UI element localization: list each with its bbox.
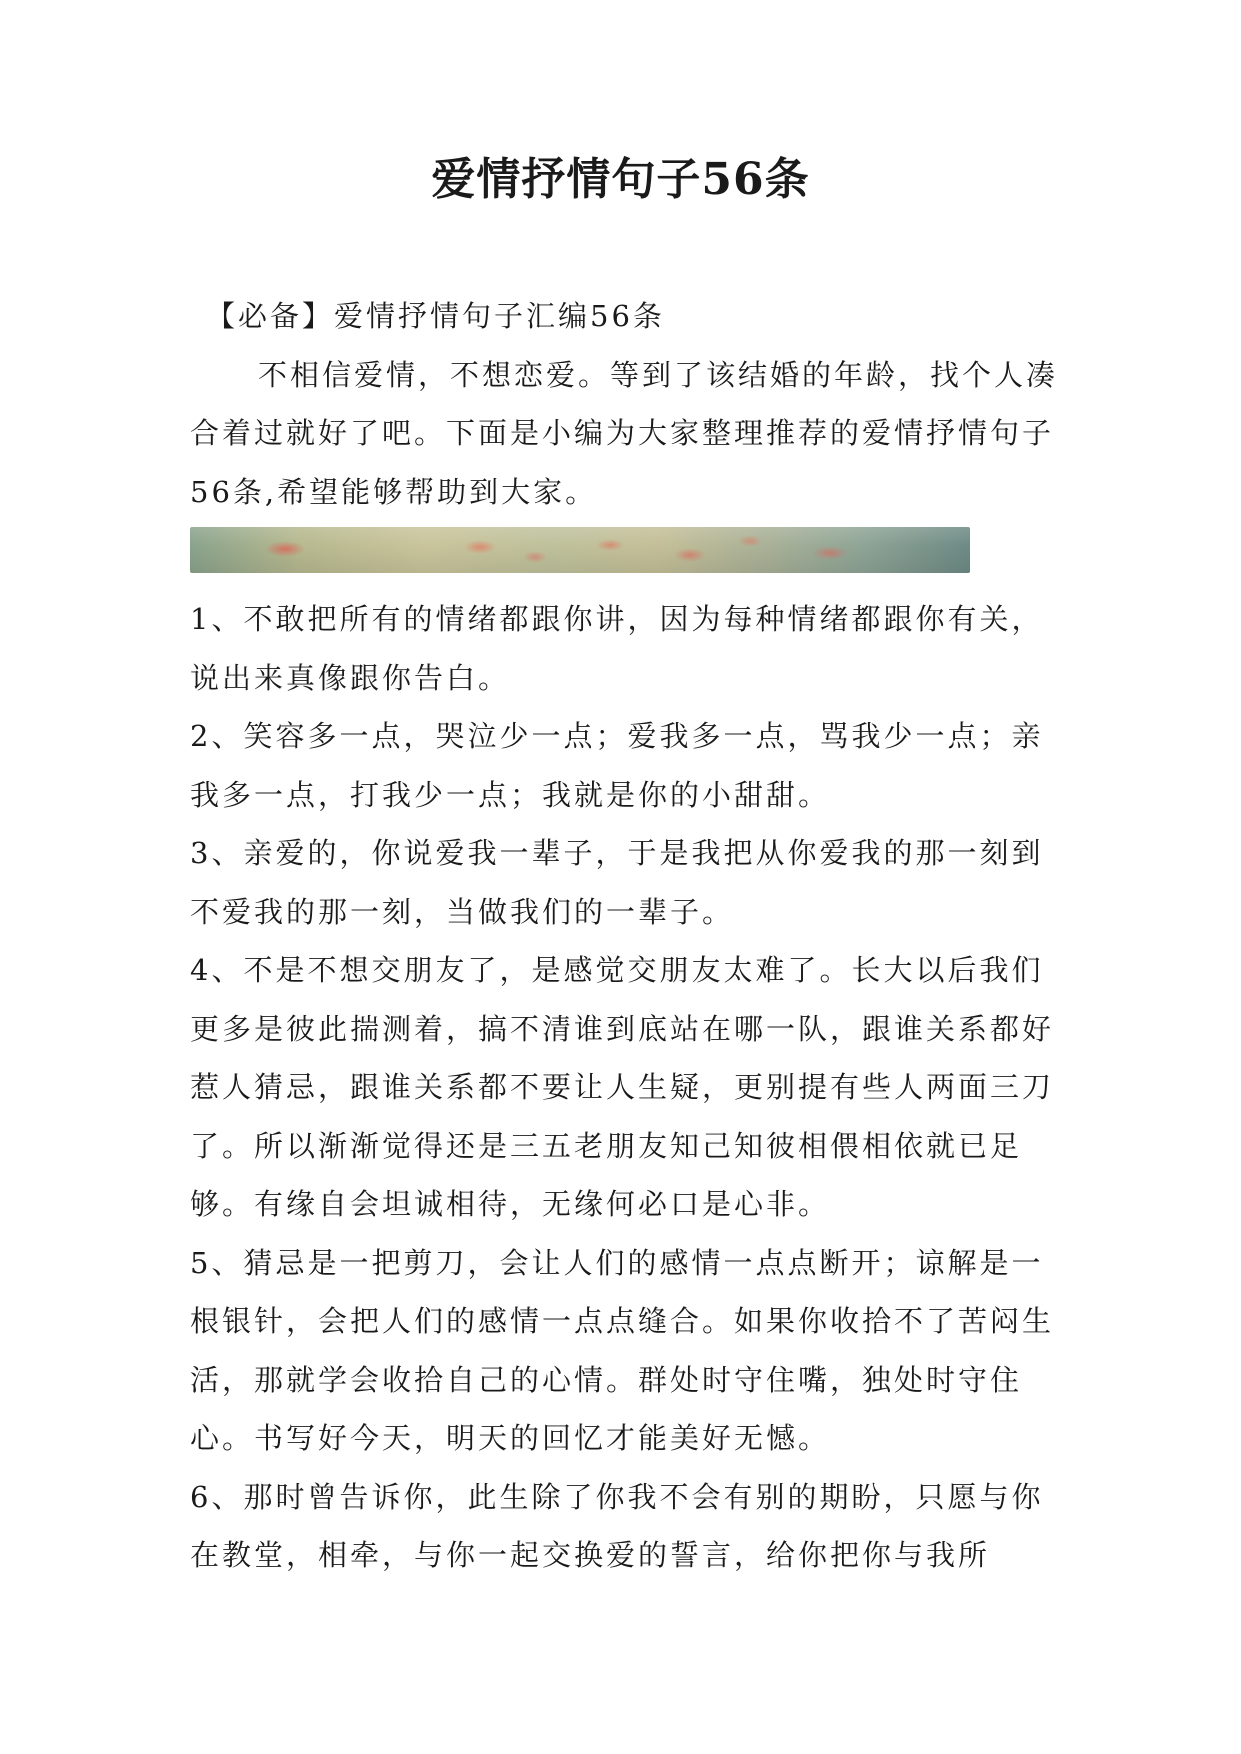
list-item: 1、不敢把所有的情绪都跟你讲，因为每种情绪都跟你有关，说出来真像跟你告白。 <box>190 602 1044 695</box>
list-item: 6、那时曾告诉你，此生除了你我不会有别的期盼，只愿与你在教堂，相牵，与你一起交换爱的誓言，给你把你与我所 <box>190 1479 1044 1572</box>
document-body <box>190 287 1060 1585</box>
decorative-banner-image <box>190 527 970 573</box>
list-item: 3、亲爱的，你说爱我一辈子，于是我把从你爱我的那一刻到不爱我的那一刻，当做我们的一辈子。 <box>190 836 1044 929</box>
list-item: 4、不是不想交朋友了，是感觉交朋友太难了。长大以后我们更多是彼此揣测着，搞不清谁到底站在哪一队，跟谁关系都好惹人猜忌，跟谁关系都不要让人生疑，更别提有些人两面三刀了。所以渐渐觉得还是三五老朋友知己知彼相偎相依就已足够。有缘自会坦诚相待，无缘何必口是心非。 <box>190 953 1055 1221</box>
document-title: 爱情抒情句子56条 <box>431 154 810 205</box>
list-item: 5、猜忌是一把剪刀，会让人们的感情一点点断开；谅解是一根银针，会把人们的感情一点点缝合。如果你收拾不了苦闷生活，那就学会收拾自己的心情。群处时守住嘴，独处时守住心。书写好今天，明天的回忆才能美好无憾。 <box>190 1245 1055 1455</box>
intro-paragraph: 不相信爱情，不想恋爱。等到了该结婚的年龄，找个人凑合着过就好了吧。下面是小编为大家整理推荐的爱情抒情句子56条,希望能够帮助到大家。 <box>190 357 1059 509</box>
document-subtitle: 【必备】爱情抒情句子汇编56条 <box>206 299 665 333</box>
list-item: 2、笑容多一点，哭泣少一点；爱我多一点，骂我少一点；亲我多一点，打我少一点；我就是你的小甜甜。 <box>190 719 1044 812</box>
